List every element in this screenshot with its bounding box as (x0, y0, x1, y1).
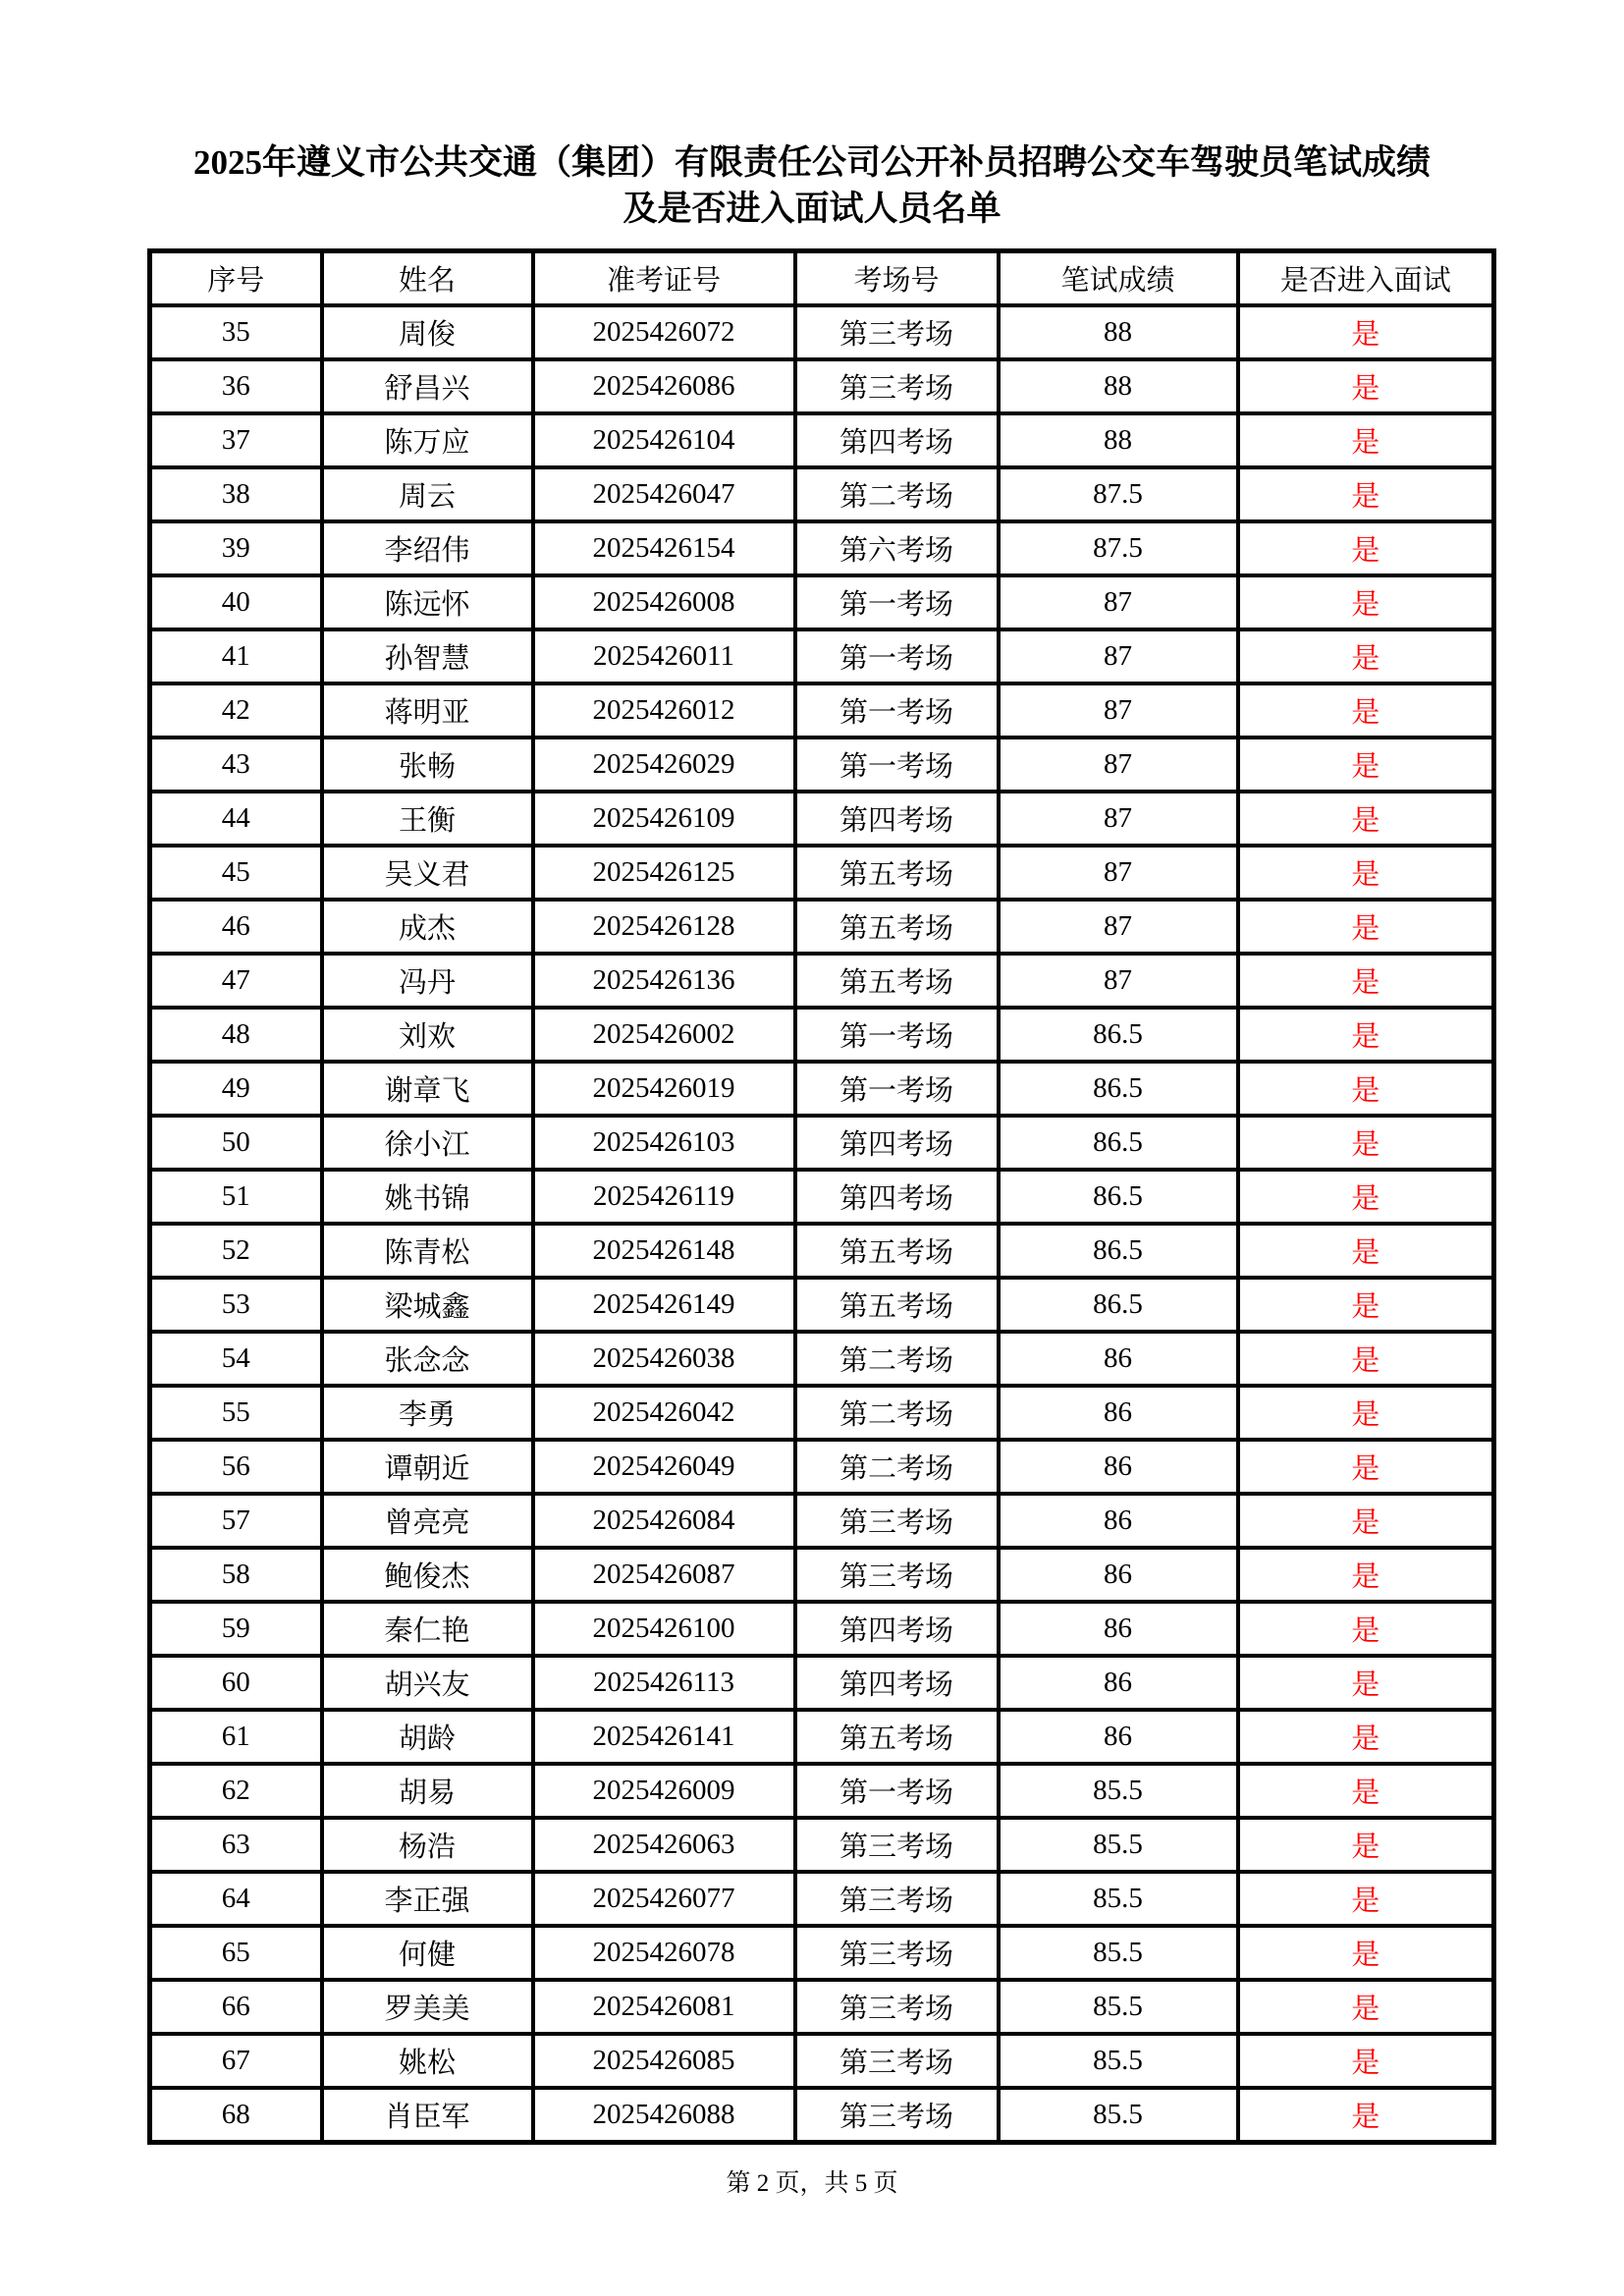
cell-ticket: 2025426154 (533, 521, 795, 575)
cell-score: 86 (999, 1548, 1238, 1602)
table-row (150, 1278, 1494, 1332)
cell-name: 姚松 (322, 2034, 533, 2088)
cell-interview: 是 (1238, 792, 1494, 846)
table-row (150, 1494, 1494, 1548)
cell-name: 胡兴友 (322, 1656, 533, 1710)
table-row (150, 2088, 1494, 2143)
table-row (150, 629, 1494, 683)
cell-score: 86 (999, 1440, 1238, 1494)
cell-no: 52 (150, 1224, 322, 1278)
cell-name: 陈万应 (322, 413, 533, 467)
table-row (150, 792, 1494, 846)
cell-name: 胡易 (322, 1764, 533, 1818)
cell-no: 53 (150, 1278, 322, 1332)
cell-interview: 是 (1238, 738, 1494, 792)
table-row (150, 1980, 1494, 2034)
cell-score: 86.5 (999, 1278, 1238, 1332)
cell-ticket: 2025426072 (533, 305, 795, 359)
cell-name: 杨浩 (322, 1818, 533, 1872)
cell-ticket: 2025426136 (533, 954, 795, 1008)
cell-score: 88 (999, 413, 1238, 467)
cell-interview: 是 (1238, 2034, 1494, 2088)
cell-ticket: 2025426047 (533, 467, 795, 521)
cell-no: 35 (150, 305, 322, 359)
cell-interview: 是 (1238, 1278, 1494, 1332)
table-row (150, 1008, 1494, 1062)
cell-room: 第一考场 (795, 1764, 999, 1818)
table-row (150, 305, 1494, 359)
cell-ticket: 2025426149 (533, 1278, 795, 1332)
header-no: 序号 (150, 251, 322, 306)
cell-score: 87 (999, 575, 1238, 629)
cell-room: 第四考场 (795, 1170, 999, 1224)
cell-name: 陈远怀 (322, 575, 533, 629)
cell-name: 蒋明亚 (322, 683, 533, 738)
cell-interview: 是 (1238, 629, 1494, 683)
cell-ticket: 2025426085 (533, 2034, 795, 2088)
header-score: 笔试成绩 (999, 251, 1238, 306)
cell-score: 87 (999, 846, 1238, 900)
cell-name: 陈青松 (322, 1224, 533, 1278)
cell-interview: 是 (1238, 1062, 1494, 1116)
cell-no: 59 (150, 1602, 322, 1656)
cell-name: 徐小江 (322, 1116, 533, 1170)
cell-no: 66 (150, 1980, 322, 2034)
cell-no: 42 (150, 683, 322, 738)
cell-room: 第五考场 (795, 1224, 999, 1278)
cell-room: 第五考场 (795, 1278, 999, 1332)
table-row (150, 1602, 1494, 1656)
cell-name: 曾亮亮 (322, 1494, 533, 1548)
cell-score: 88 (999, 305, 1238, 359)
cell-interview: 是 (1238, 1602, 1494, 1656)
cell-score: 85.5 (999, 1872, 1238, 1926)
cell-score: 85.5 (999, 2088, 1238, 2143)
cell-interview: 是 (1238, 1224, 1494, 1278)
cell-ticket: 2025426113 (533, 1656, 795, 1710)
cell-ticket: 2025426077 (533, 1872, 795, 1926)
table-row (150, 1386, 1494, 1440)
cell-name: 吴义君 (322, 846, 533, 900)
cell-room: 第三考场 (795, 1980, 999, 2034)
cell-score: 85.5 (999, 1926, 1238, 1980)
cell-score: 86.5 (999, 1116, 1238, 1170)
cell-interview: 是 (1238, 1818, 1494, 1872)
table-header-row (150, 251, 1494, 306)
cell-score: 85.5 (999, 2034, 1238, 2088)
cell-no: 38 (150, 467, 322, 521)
cell-room: 第四考场 (795, 792, 999, 846)
table-row (150, 683, 1494, 738)
cell-score: 86 (999, 1332, 1238, 1386)
cell-score: 86 (999, 1386, 1238, 1440)
cell-no: 67 (150, 2034, 322, 2088)
cell-name: 谢章飞 (322, 1062, 533, 1116)
cell-interview: 是 (1238, 413, 1494, 467)
cell-ticket: 2025426128 (533, 900, 795, 954)
cell-room: 第三考场 (795, 1818, 999, 1872)
cell-name: 成杰 (322, 900, 533, 954)
table-row (150, 1116, 1494, 1170)
cell-ticket: 2025426063 (533, 1818, 795, 1872)
cell-score: 86 (999, 1494, 1238, 1548)
cell-no: 39 (150, 521, 322, 575)
cell-room: 第三考场 (795, 1494, 999, 1548)
cell-room: 第二考场 (795, 1386, 999, 1440)
table-row (150, 1332, 1494, 1386)
cell-room: 第一考场 (795, 575, 999, 629)
cell-name: 舒昌兴 (322, 359, 533, 413)
cell-name: 罗美美 (322, 1980, 533, 2034)
cell-interview: 是 (1238, 521, 1494, 575)
cell-ticket: 2025426086 (533, 359, 795, 413)
cell-ticket: 2025426104 (533, 413, 795, 467)
cell-no: 64 (150, 1872, 322, 1926)
cell-no: 47 (150, 954, 322, 1008)
cell-no: 40 (150, 575, 322, 629)
table-row (150, 900, 1494, 954)
cell-room: 第一考场 (795, 629, 999, 683)
cell-room: 第四考场 (795, 1116, 999, 1170)
cell-no: 45 (150, 846, 322, 900)
cell-no: 68 (150, 2088, 322, 2143)
cell-interview: 是 (1238, 1764, 1494, 1818)
cell-name: 肖臣军 (322, 2088, 533, 2143)
cell-room: 第四考场 (795, 1602, 999, 1656)
cell-score: 87 (999, 738, 1238, 792)
cell-interview: 是 (1238, 2088, 1494, 2143)
table-row (150, 1872, 1494, 1926)
table-row (150, 1170, 1494, 1224)
table-row (150, 1710, 1494, 1764)
cell-interview: 是 (1238, 1872, 1494, 1926)
cell-interview: 是 (1238, 1494, 1494, 1548)
results-table (147, 248, 1496, 2145)
cell-interview: 是 (1238, 1116, 1494, 1170)
cell-ticket: 2025426088 (533, 2088, 795, 2143)
cell-ticket: 2025426103 (533, 1116, 795, 1170)
cell-room: 第五考场 (795, 954, 999, 1008)
cell-ticket: 2025426049 (533, 1440, 795, 1494)
cell-interview: 是 (1238, 900, 1494, 954)
cell-name: 何健 (322, 1926, 533, 1980)
table-row (150, 413, 1494, 467)
cell-ticket: 2025426084 (533, 1494, 795, 1548)
cell-name: 周云 (322, 467, 533, 521)
cell-room: 第三考场 (795, 1926, 999, 1980)
cell-interview: 是 (1238, 846, 1494, 900)
cell-room: 第五考场 (795, 846, 999, 900)
cell-room: 第五考场 (795, 1710, 999, 1764)
cell-no: 44 (150, 792, 322, 846)
cell-no: 58 (150, 1548, 322, 1602)
cell-ticket: 2025426125 (533, 846, 795, 900)
table-row (150, 1818, 1494, 1872)
cell-no: 48 (150, 1008, 322, 1062)
cell-score: 87.5 (999, 467, 1238, 521)
cell-score: 85.5 (999, 1764, 1238, 1818)
table-row (150, 954, 1494, 1008)
table-row (150, 2034, 1494, 2088)
cell-room: 第三考场 (795, 2088, 999, 2143)
cell-ticket: 2025426008 (533, 575, 795, 629)
cell-no: 55 (150, 1386, 322, 1440)
cell-interview: 是 (1238, 1440, 1494, 1494)
cell-ticket: 2025426148 (533, 1224, 795, 1278)
cell-no: 43 (150, 738, 322, 792)
cell-no: 56 (150, 1440, 322, 1494)
cell-score: 86.5 (999, 1224, 1238, 1278)
table-row (150, 467, 1494, 521)
header-interview: 是否进入面试 (1238, 251, 1494, 306)
cell-room: 第一考场 (795, 738, 999, 792)
cell-score: 86 (999, 1656, 1238, 1710)
cell-room: 第三考场 (795, 359, 999, 413)
cell-ticket: 2025426002 (533, 1008, 795, 1062)
table-row (150, 1440, 1494, 1494)
cell-no: 61 (150, 1710, 322, 1764)
cell-score: 88 (999, 359, 1238, 413)
cell-no: 37 (150, 413, 322, 467)
cell-interview: 是 (1238, 467, 1494, 521)
cell-interview: 是 (1238, 1980, 1494, 2034)
cell-no: 63 (150, 1818, 322, 1872)
cell-name: 李绍伟 (322, 521, 533, 575)
cell-score: 87 (999, 792, 1238, 846)
cell-score: 87 (999, 629, 1238, 683)
cell-ticket: 2025426042 (533, 1386, 795, 1440)
cell-score: 86.5 (999, 1170, 1238, 1224)
cell-name: 冯丹 (322, 954, 533, 1008)
cell-name: 李勇 (322, 1386, 533, 1440)
table-row (150, 575, 1494, 629)
cell-no: 60 (150, 1656, 322, 1710)
cell-room: 第三考场 (795, 1872, 999, 1926)
cell-score: 87 (999, 954, 1238, 1008)
cell-ticket: 2025426012 (533, 683, 795, 738)
table-row (150, 846, 1494, 900)
cell-interview: 是 (1238, 575, 1494, 629)
cell-name: 鲍俊杰 (322, 1548, 533, 1602)
cell-room: 第一考场 (795, 683, 999, 738)
table-row (150, 359, 1494, 413)
page-footer: 第 2 页，共 5 页 (726, 2170, 898, 2197)
cell-ticket: 2025426119 (533, 1170, 795, 1224)
cell-name: 王衡 (322, 792, 533, 846)
cell-room: 第三考场 (795, 305, 999, 359)
cell-name: 胡龄 (322, 1710, 533, 1764)
cell-room: 第二考场 (795, 1332, 999, 1386)
title-line-1: 2025年遵义市公共交通（集团）有限责任公司公开补员招聘公交车驾驶员笔试成绩 (192, 143, 1431, 182)
cell-score: 86 (999, 1710, 1238, 1764)
cell-interview: 是 (1238, 305, 1494, 359)
cell-score: 87 (999, 683, 1238, 738)
cell-no: 50 (150, 1116, 322, 1170)
cell-interview: 是 (1238, 1332, 1494, 1386)
cell-no: 57 (150, 1494, 322, 1548)
cell-score: 85.5 (999, 1980, 1238, 2034)
table-row (150, 1224, 1494, 1278)
cell-interview: 是 (1238, 954, 1494, 1008)
cell-room: 第四考场 (795, 1656, 999, 1710)
cell-ticket: 2025426141 (533, 1710, 795, 1764)
results-body (150, 305, 1494, 2143)
cell-ticket: 2025426009 (533, 1764, 795, 1818)
cell-no: 46 (150, 900, 322, 954)
cell-no: 36 (150, 359, 322, 413)
title-line-2: 及是否进入面试人员名单 (623, 190, 1001, 228)
cell-interview: 是 (1238, 359, 1494, 413)
cell-score: 86.5 (999, 1062, 1238, 1116)
header-room: 考场号 (795, 251, 999, 306)
cell-name: 张畅 (322, 738, 533, 792)
cell-room: 第一考场 (795, 1008, 999, 1062)
cell-name: 姚书锦 (322, 1170, 533, 1224)
cell-room: 第三考场 (795, 1548, 999, 1602)
cell-ticket: 2025426087 (533, 1548, 795, 1602)
cell-name: 刘欢 (322, 1008, 533, 1062)
cell-interview: 是 (1238, 1386, 1494, 1440)
table-row (150, 1656, 1494, 1710)
cell-no: 41 (150, 629, 322, 683)
cell-room: 第一考场 (795, 1062, 999, 1116)
cell-ticket: 2025426109 (533, 792, 795, 846)
header-ticket: 准考证号 (533, 251, 795, 306)
cell-no: 54 (150, 1332, 322, 1386)
cell-interview: 是 (1238, 1926, 1494, 1980)
cell-room: 第五考场 (795, 900, 999, 954)
cell-room: 第二考场 (795, 467, 999, 521)
cell-name: 梁城鑫 (322, 1278, 533, 1332)
cell-no: 65 (150, 1926, 322, 1980)
cell-ticket: 2025426081 (533, 1980, 795, 2034)
cell-score: 87.5 (999, 521, 1238, 575)
cell-interview: 是 (1238, 1548, 1494, 1602)
table-row (150, 1062, 1494, 1116)
document-title (0, 139, 1624, 232)
cell-no: 62 (150, 1764, 322, 1818)
cell-name: 张念念 (322, 1332, 533, 1386)
cell-no: 51 (150, 1170, 322, 1224)
cell-score: 86 (999, 1602, 1238, 1656)
cell-name: 秦仁艳 (322, 1602, 533, 1656)
cell-interview: 是 (1238, 683, 1494, 738)
cell-room: 第六考场 (795, 521, 999, 575)
cell-name: 李正强 (322, 1872, 533, 1926)
cell-room: 第三考场 (795, 2034, 999, 2088)
cell-room: 第二考场 (795, 1440, 999, 1494)
cell-room: 第四考场 (795, 413, 999, 467)
cell-score: 85.5 (999, 1818, 1238, 1872)
cell-no: 49 (150, 1062, 322, 1116)
cell-ticket: 2025426100 (533, 1602, 795, 1656)
table-row (150, 521, 1494, 575)
table-row (150, 1548, 1494, 1602)
table-row (150, 1926, 1494, 1980)
cell-score: 86.5 (999, 1008, 1238, 1062)
cell-name: 孙智慧 (322, 629, 533, 683)
cell-ticket: 2025426038 (533, 1332, 795, 1386)
cell-interview: 是 (1238, 1656, 1494, 1710)
cell-ticket: 2025426078 (533, 1926, 795, 1980)
cell-interview: 是 (1238, 1008, 1494, 1062)
cell-name: 谭朝近 (322, 1440, 533, 1494)
cell-interview: 是 (1238, 1170, 1494, 1224)
cell-ticket: 2025426019 (533, 1062, 795, 1116)
table-row (150, 1764, 1494, 1818)
cell-ticket: 2025426029 (533, 738, 795, 792)
cell-name: 周俊 (322, 305, 533, 359)
cell-score: 87 (999, 900, 1238, 954)
cell-ticket: 2025426011 (533, 629, 795, 683)
cell-interview: 是 (1238, 1710, 1494, 1764)
header-name: 姓名 (322, 251, 533, 306)
table-row (150, 738, 1494, 792)
